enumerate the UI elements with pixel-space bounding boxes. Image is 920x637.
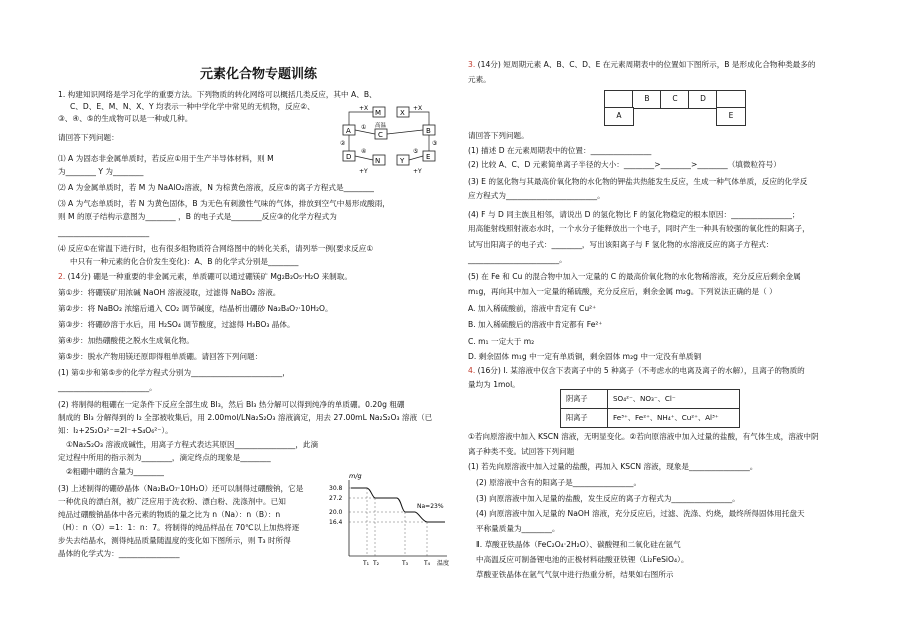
- ion-row-values: SO₄²⁻、NO₃⁻、Cl⁻: [608, 390, 740, 409]
- plus-y-bottom-left: +Y: [359, 168, 368, 175]
- q3-part4-c: 试写出阳离子的电子式：________，写出该阳离子与 F 氢化物的水溶液反应的离子方程式：: [468, 240, 774, 249]
- q2-sub3-a: (3) 上述制得的硼砂晶体（Na₂B₄O₇·10H₂O）还可以制得过硼酸钠，它是: [58, 484, 304, 493]
- plus-x-right: +X: [413, 105, 423, 112]
- y-tick-20-0: 20.0: [329, 509, 343, 516]
- q2-step1: 第①步：将硼镁矿用浓碱 NaOH 溶液浸取，过滤得 NaBO₂ 溶液。: [58, 288, 281, 297]
- reaction-1: ①: [361, 124, 367, 131]
- q3-option-b: B. 加入稀硫酸后的溶液中肯定都有 Fe²⁺: [468, 320, 603, 329]
- reaction-4: ④: [361, 148, 367, 155]
- x-tick-t2: T₂: [373, 560, 380, 567]
- q1-part3-b: 则 M 的原子结构示意图为________ ，B 的电子式是________反应③的化学方程式为: [58, 212, 337, 221]
- q2-sub2-a: (2) 将制得的粗硼在一定条件下反应全部生成 BI₃，然后 BI₃ 热分解可以得到纯净的单质硼。0.20g 粗硼: [58, 400, 405, 409]
- q4-intro-2: 量均为 1mol。: [468, 380, 520, 389]
- chart-ylabel: m/g: [349, 472, 362, 480]
- ion-row-label: 阴离子: [561, 390, 608, 409]
- ion-row-cations: [561, 409, 740, 428]
- q4-part4-a: (4) 向原溶液中加入足量的 NaOH 溶液，充分反应后，过滤、洗涤、灼烧，最终所得固体用托盘天: [476, 509, 805, 518]
- q4-part3: (3) 向原溶液中加入足量的盐酸，发生反应的离子方程式为________________。: [476, 494, 740, 503]
- x-tick-t4: T₄: [424, 560, 431, 567]
- q1-part4-a: ⑷ 反应①在常温下进行时，也有很多组物质符合网络图中的转化关系，请列举一例(要求反应①: [58, 244, 374, 253]
- q2-sub1-b: ________________________。: [58, 383, 157, 392]
- ion-row-anions: [561, 390, 740, 409]
- q3-intro-text: (14分) 短周期元素 A、B、C、D、E 在元素周期表中的位置如下图所示，B 是形成化合物种类最多的: [477, 60, 816, 69]
- q2-sub2-b: 制成的 BI₃ 分解得到的 I₂ 全部被收集后，用 2.00mol/LNa₂S₂O₃ 溶液滴定，用去 27.00mL Na₂S₂O₃ 溶液（已: [58, 413, 433, 422]
- q4-text-1: ①若向原溶液中加入 KSCN 溶液，无明显变化。②若向原溶液中加入过量的盐酸，有气体生成，溶液中阴: [468, 432, 819, 441]
- q3-part1: (1) 描述 D 在元素周期表中的位置：________________: [468, 146, 652, 155]
- q4-part2: (2) 原溶液中含有的阳离子是________________。: [476, 478, 642, 487]
- q2-sub2-c: 知：I₂+2S₂O₃²⁻=2I⁻+S₄O₆²⁻）。: [58, 426, 173, 435]
- q3-part5-b: m₁g，再向其中加入一定量的稀硫酸，充分反应后，剩余金属 m₂g。下列说法正确的是（ ）: [468, 287, 777, 296]
- q2-step3: 第③步：将硼砂溶于水后，用 H₂SO₄ 调节酸度，过滤得 H₃BO₃ 晶体。: [58, 320, 295, 329]
- cell-a: A: [604, 107, 634, 126]
- q3-part4-a: (4) F 与 D 同主族且相邻，请说出 D 的氢化物比 F 的氢化物稳定的根本原因：________________；: [468, 210, 800, 219]
- q3-part3-b: 应方程式为________________________。: [468, 191, 605, 200]
- node-d-label: D: [346, 153, 352, 161]
- plus-y-bottom-right: +Y: [413, 168, 422, 175]
- y-tick-30-8: 30.8: [329, 485, 343, 492]
- periodic-table-fragment: [604, 90, 744, 128]
- q2-intro-text: (14分) 硼是一种重要的非金属元素，单质硼可以通过硼镁矿 Mg₂B₂O₅·H₂O 来制取。: [67, 272, 352, 281]
- chart-xlabel: 温度: [437, 560, 450, 567]
- node-m-label: M: [375, 109, 382, 117]
- q1-intro-line2: C、D、E、M、N、X、Y 均表示一种中学化学中常见的无机物，反应②、: [70, 102, 315, 111]
- q1-part1-a: ⑴ A 为固态非金属单质时，若反应①用于生产半导体材料，则 M: [58, 154, 274, 163]
- q1-part1-b: 为________ Y 为________: [58, 167, 144, 176]
- q2-number: 2.: [58, 272, 66, 281]
- node-c-label: C: [378, 131, 383, 139]
- q2-sub2-e: 定过程中所用的指示剂为________，滴定终点的现象是________: [58, 453, 271, 462]
- q3-intro: [468, 60, 815, 69]
- reaction-network-diagram: [335, 103, 445, 178]
- reaction-3: ③: [432, 140, 438, 147]
- q3-number: 3.: [468, 60, 476, 69]
- cell-d: D: [688, 90, 718, 109]
- node-n-label: N: [375, 157, 381, 165]
- q3-part4-b: 用高能射线照射液态水时，一个水分子能释放出一个电子，同时产生一种具有较强的氧化性的阳离子，: [468, 224, 810, 233]
- q3-part2: (2) 比较 A、C、D 元素简单离子半径的大小：________>________>________（填微粒符号）: [468, 160, 781, 169]
- node-a-label: A: [346, 127, 351, 135]
- q1-part3-a: ⑶ A 为气态单质时，若 N 为黄色固体，B 为无色有刺激性气味的气体，排放到空气中易形成酸雨，: [58, 199, 390, 208]
- q1-ask: 请回答下列问题：: [58, 133, 119, 142]
- q4-intro-text: (16分) Ⅰ. 某溶液中仅含下表离子中的 5 种离子（不考虑水的电离及离子的水解），且离子的物质的: [477, 366, 805, 375]
- cell-e: E: [716, 107, 746, 126]
- cell-b: B: [632, 90, 662, 109]
- q1-part3-c: ________________________: [58, 228, 150, 237]
- q1-part2: ⑵ A 为金属单质时，若 M 为 NaAlO₂溶液，N 为棕黄色溶液，反应⑤的离子方程式是________: [58, 183, 374, 192]
- q2-sub2-d: ①Na₂S₂O₃ 溶液成碱性，用离子方程式表达其原因________________，此滴: [66, 440, 319, 449]
- y-tick-27-2: 27.2: [329, 495, 343, 502]
- q3-option-a: A. 加入稀硫酸前，溶液中肯定有 Cu²⁺: [468, 304, 597, 313]
- q2-sub1-a: (1) 第①步和第⑤步的化学方程式分别为________________________，: [58, 368, 290, 377]
- q3-ask: 请回答下列问题。: [468, 131, 529, 140]
- cell-c: C: [660, 90, 690, 109]
- q3-option-d: D. 剩余固体 m₁g 中一定有单质铜，剩余固体 m₂g 中一定没有单质铜: [468, 352, 702, 361]
- q4-number: 4.: [468, 366, 476, 375]
- q1-part4-b: 中只有一种元素的化合价发生变化)：A、B 的化学式分别是________: [70, 257, 299, 266]
- cond-high-temp: 高温: [375, 123, 387, 129]
- q4-part4-b: 平称量质量为________。: [476, 524, 560, 533]
- q4-text-2: 离子种类不变。试回答下列问题: [468, 447, 575, 456]
- x-tick-t1: T₁: [363, 560, 370, 567]
- q2-sub2-f: ②粗硼中硼的含量为________: [66, 467, 164, 476]
- reaction-5: ⑤: [413, 148, 419, 155]
- q2-sub3-d: （H）：n（O）=1：1：n：7。将制得的纯品样品在 70℃以上加热将逐: [58, 523, 300, 532]
- mass-temperature-chart: [327, 470, 462, 570]
- q2-step2: 第②步：将 NaBO₂ 浓缩后通入 CO₂ 调节碱度，结晶析出硼砂 Na₂B₄O₇·10H₂O。: [58, 304, 333, 313]
- q4-intro: [468, 366, 805, 375]
- q3-part3-a: (3) E 的氢化物与其最高价氧化物的水化物的钾盐共热能发生反应，生成一种气体单质，反应的化学反: [468, 177, 808, 186]
- q4-ii-1: Ⅱ. 草酸亚铁晶体（FeC₂O₄·2H₂O）、碳酸锂和二氧化硅在氩气: [476, 540, 681, 549]
- q2-intro: [58, 272, 352, 281]
- node-y-label: Y: [400, 157, 405, 165]
- q2-step4: 第④步：加热硼酸使之脱水生成氧化物。: [58, 336, 194, 345]
- q4-part1: (1) 若先向原溶液中加入过量的盐酸，再加入 KSCN 溶液，现象是________________。: [468, 462, 758, 471]
- q3-intro-2: 元素。: [468, 75, 491, 84]
- q4-ii-2: 中高温反应可制备锂电池的正极材料硅酸亚铁锂（Li₂FeSiO₄）。: [476, 555, 689, 564]
- x-tick-t3: T₃: [402, 560, 409, 567]
- q2-sub3-f: 晶体的化学式为：________________: [58, 549, 180, 558]
- ion-table: [560, 389, 740, 428]
- chart-annotation: Na=23%: [417, 503, 444, 510]
- q3-part4-d: ________________________。: [468, 255, 567, 264]
- q2-sub3-b: 一种优良的漂白剂，被广泛应用于洗衣粉、漂白粉、洗涤剂中。已知: [58, 497, 286, 506]
- ion-row-label: 阳离子: [561, 409, 608, 428]
- q3-option-c: C. m₁ 一定大于 m₂: [468, 337, 535, 346]
- q3-part5-a: (5) 在 Fe 和 Cu 的混合物中加入一定量的 C 的最高价氧化物的水化物稀溶液，充分反应后剩余金属: [468, 272, 801, 281]
- q1-intro-line1: 1. 构建知识网络是学习化学的重要方法。下列物质的转化网络可以概括几类反应，其中 A、B、: [58, 90, 377, 99]
- q2-sub3-e: 步失去结晶水，测得纯品质量随温度的变化如下图所示，则 T₃ 时所得: [58, 536, 291, 545]
- q2-step5: 第⑤步：脱水产物用镁还原即得粗单质硼。请回答下列问题：: [58, 352, 263, 361]
- node-e-label: E: [426, 153, 431, 161]
- node-b-label: B: [426, 127, 431, 135]
- q2-sub3-c: 纯品过硼酸钠晶体中各元素的物质的量之比为 n（Na）：n（B）：n: [58, 510, 281, 519]
- y-tick-16-4: 16.4: [329, 519, 343, 526]
- node-x-label: X: [400, 109, 405, 117]
- reaction-2: ②: [340, 140, 346, 147]
- plus-x-top: +X: [359, 105, 369, 112]
- page-title: 元素化合物专题训练: [200, 67, 318, 82]
- q4-ii-3: 草酸亚铁晶体在氩气气氛中进行热重分析，结果如右图所示: [476, 570, 674, 579]
- q1-intro-line3: ③、④、⑤的生成物可以是一种或几种。: [58, 114, 193, 123]
- ion-row-values: Fe³⁺、Fe²⁺、NH₄⁺、Cu²⁺、Al³⁺: [608, 409, 740, 428]
